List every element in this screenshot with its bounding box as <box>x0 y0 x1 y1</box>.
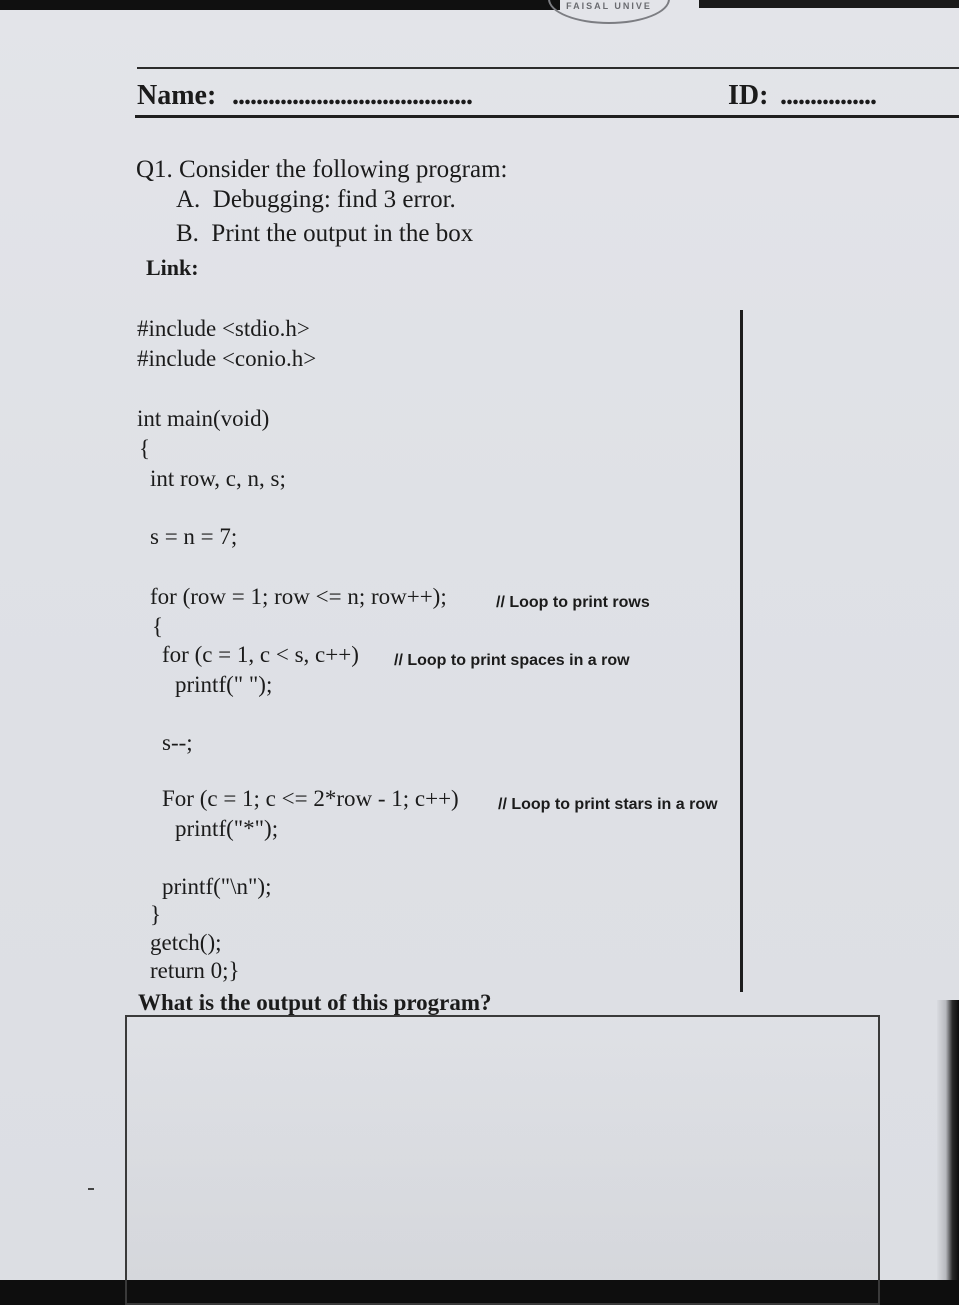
code-line-printf-newline: printf("\n"); <box>162 874 272 899</box>
name-field[interactable]: ........................................ <box>232 80 472 111</box>
code-line-printf-star: printf("*"); <box>175 816 279 841</box>
comment-spaces: // Loop to print spaces in a row <box>394 652 630 669</box>
seal-text: FAISAL UNIVE <box>566 1 652 11</box>
code-line-main: int main(void) <box>137 406 270 431</box>
id-label: ID: <box>728 80 769 111</box>
header-underline <box>135 115 959 118</box>
photo-background-top <box>0 0 560 10</box>
code-line-decrement: s--; <box>162 730 193 755</box>
code-line-for-spaces: for (c = 1, c < s, c++) <box>162 642 359 667</box>
photo-background-top-right <box>699 0 959 8</box>
question-part-b: B. Print the output in the box <box>176 220 474 247</box>
code-line-for-row: for (row = 1; row <= n; row++); <box>150 584 447 609</box>
code-line-open-brace: { <box>139 436 151 461</box>
paper-edge-mark <box>88 1188 94 1190</box>
code-line-declarations: int row, c, n, s; <box>150 466 286 491</box>
code-line-close-brace: } <box>150 902 162 927</box>
header-top-rule <box>137 67 959 69</box>
code-line-inner-open-brace: { <box>152 614 164 639</box>
code-line-include-stdio: #include <stdio.h> <box>137 316 310 341</box>
code-line-for-stars: For (c = 1; c <= 2*row - 1; c++) <box>162 786 459 811</box>
code-line-include-conio: #include <conio.h> <box>137 346 317 371</box>
question-part-a: A. Debugging: find 3 error. <box>176 186 456 213</box>
output-answer-box[interactable] <box>125 1015 880 1305</box>
photo-background-right-edge <box>937 1000 959 1280</box>
output-question: What is the output of this program? <box>138 990 492 1015</box>
name-label: Name: <box>137 80 217 111</box>
code-line-getch: getch(); <box>150 930 222 955</box>
code-box-right-border <box>740 310 743 992</box>
id-field[interactable]: ................ <box>780 80 876 111</box>
code-line-printf-space: printf(" "); <box>175 672 273 697</box>
link-label: Link: <box>146 255 199 280</box>
code-line-assignment: s = n = 7; <box>150 524 238 549</box>
question-title: Q1. Consider the following program: <box>136 156 508 183</box>
comment-rows: // Loop to print rows <box>496 594 650 611</box>
comment-stars: // Loop to print stars in a row <box>498 796 718 813</box>
university-seal <box>548 0 670 24</box>
code-line-return: return 0;} <box>150 958 240 983</box>
